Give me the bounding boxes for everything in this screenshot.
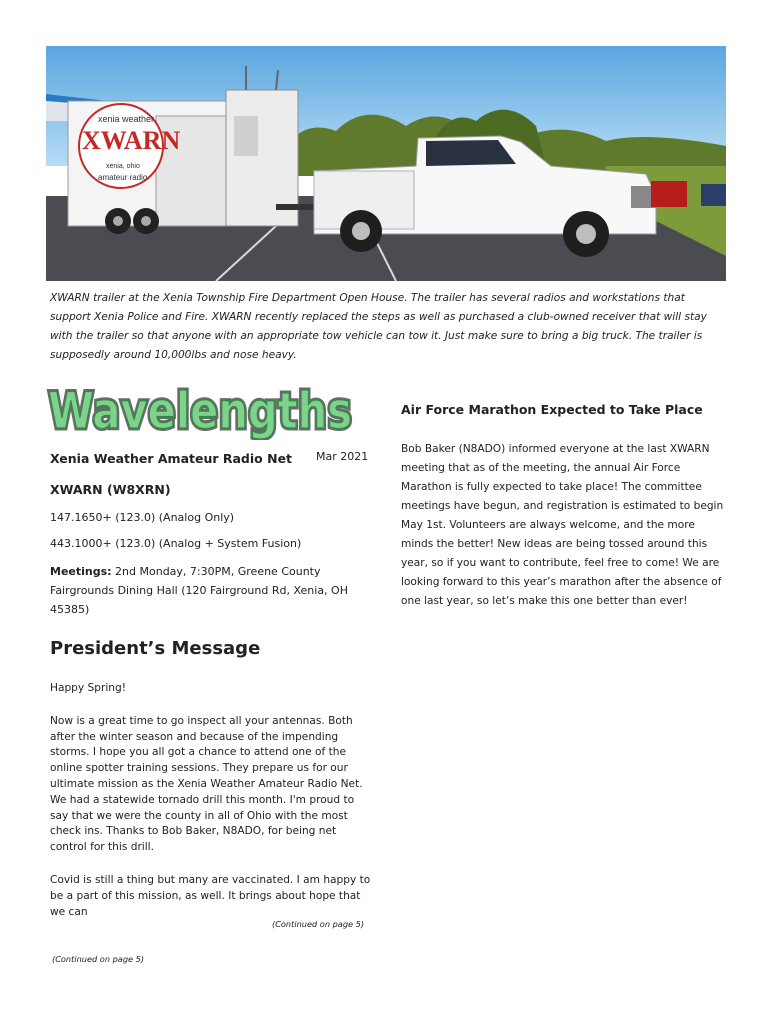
trailer-text-top: xenia weather	[98, 114, 155, 124]
air-force-marathon-body: Bob Baker (N8ADO) informed everyone at the last XWARN meeting that as of the meeting, the annual Air Force Marathon is fully expected to take place! The committee meetings have begun, and registration is estimated to begin May 1st. Volunteers are always welcome, and the more minds the better! New ideas are being tossed around this year, so if you want to contribute, feel free to come! We are looking forward to this year’s marathon after the absence of one last year, so let’s make this one better than ever!	[401, 443, 724, 607]
trailer-text-city: xenia, ohio	[106, 163, 140, 170]
trailer-text-bottom: amateur radio	[98, 173, 148, 182]
photo-caption: XWARN trailer at the Xenia Township Fire Department Open House. The trailer has several radios and workstations that support Xenia Police and Fire. XWARN recently replaced the steps as well as purchased a club-owned receiver that will stay with the trailer so that anyone with an appropriate tow vehicle can tow it. Just make sure to bring a big truck. The trailer is supposedly around 10,000lbs and nose heavy.	[50, 292, 707, 361]
air-force-marathon-title: Air Force Marathon Expected to Take Place	[401, 402, 703, 417]
president-message-body	[50, 681, 372, 937]
meetings-label: Meetings:	[50, 565, 112, 578]
issue-date: Mar 2021	[316, 450, 369, 463]
masthead-wordart	[46, 378, 356, 440]
president-paragraph-3: Covid is still a thing but many are vaccinated. I am happy to be a part of this mission, as well. It brings about hope that we can	[50, 873, 371, 918]
masthead-shadow: Wavelengths	[48, 382, 352, 440]
president-paragraph-1: Happy Spring!	[50, 682, 126, 694]
trailer-photo-illustration	[46, 46, 726, 281]
continued-note-column: (Continued on page 5)	[272, 919, 365, 929]
callsign: XWARN (W8XRN)	[50, 482, 171, 497]
trailer-logo-text: XWARN	[82, 126, 181, 155]
president-paragraph-2: Now is a great time to go inspect all your antennas. Both after the winter season and because of the impending storms. I hope you all got a chance to attend one of the online spotter training sessions. They prepare us for our ultimate mission as the Xenia Weather Amateur Radio Net. We had a statewide tornado drill this month. I'm proud to say that we were the county in all of Ohio with the most check ins. Thanks to Bob Baker, N8ADO, for being net control for this drill.	[50, 714, 363, 854]
president-message-title: President’s Message	[50, 638, 261, 659]
continued-note-footer: (Continued on page 5)	[52, 954, 145, 964]
frequency-2: 443.1000+ (123.0) (Analog + System Fusion)	[50, 537, 302, 550]
masthead-text: Wavelengths	[48, 382, 352, 440]
trailer-photo	[46, 46, 726, 281]
masthead-title	[46, 378, 356, 440]
org-name: Xenia Weather Amateur Radio Net	[50, 451, 293, 466]
meetings-info	[50, 562, 380, 619]
frequency-1: 147.1650+ (123.0) (Analog Only)	[50, 511, 235, 524]
meetings-text: 2nd Monday, 7:30PM, Greene County Fairgrounds Dining Hall (120 Fairground Rd, Xenia, OH 45385)	[50, 565, 348, 616]
